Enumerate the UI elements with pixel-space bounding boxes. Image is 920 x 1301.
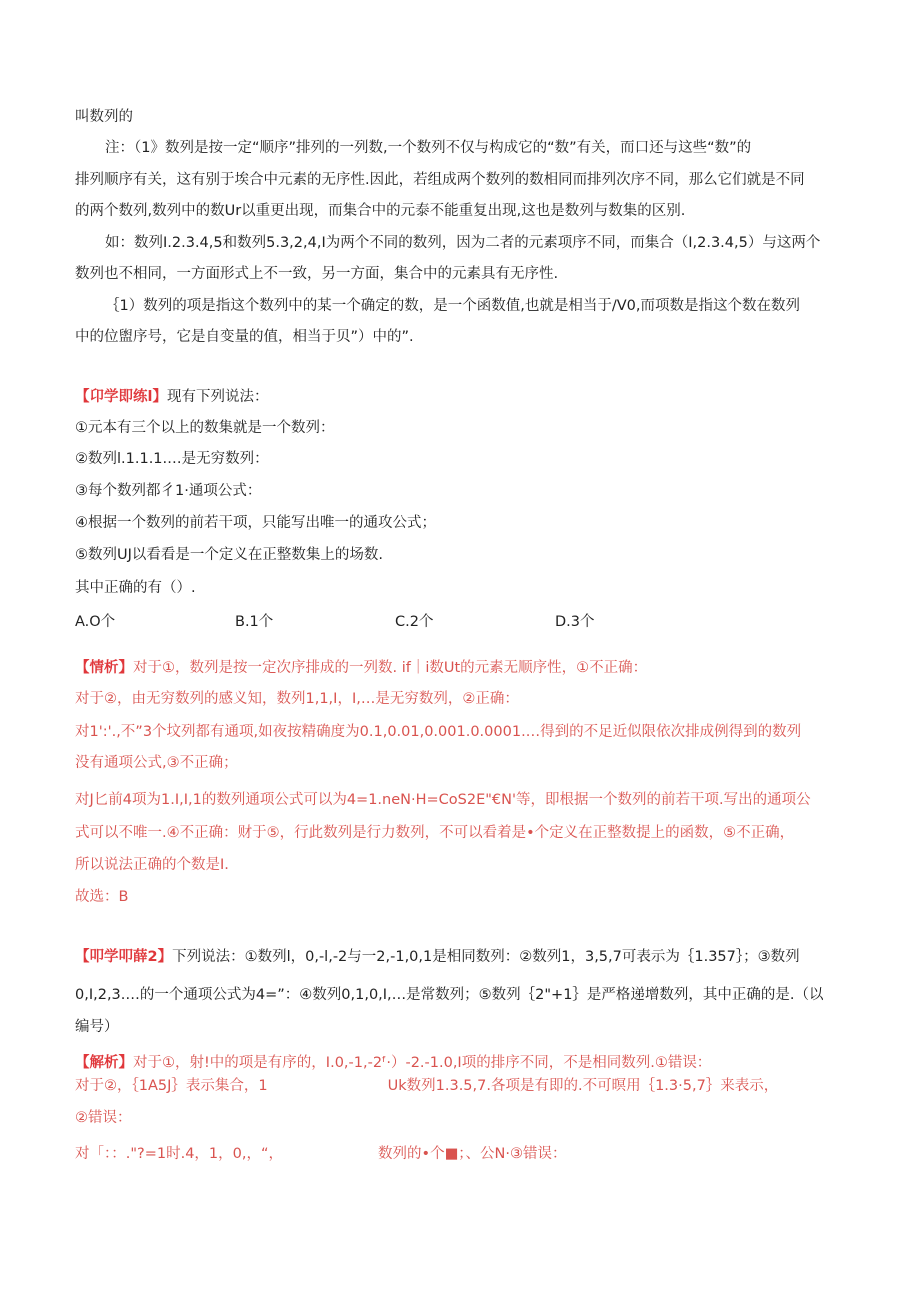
option-b: B.1个 xyxy=(235,614,274,630)
question-1-item: ④根据一个数列的前若干项，只能写出唯一的通攻公式； xyxy=(75,515,436,531)
answer-2-tag: 【解析】 xyxy=(75,1055,133,1071)
option-c: C.2个 xyxy=(395,614,434,630)
question-2-line: 编号） xyxy=(75,1019,119,1035)
answer-1-tag: 【情析】 xyxy=(75,660,133,676)
question-1-tag: 【卬学即练l】 xyxy=(75,389,167,405)
option-d: D.3个 xyxy=(555,614,595,630)
note-paragraph: 排列顺序有关，这有别于埃合中元素的无序性.因此，若组成两个数列的数相同而排列次序不同，那么它们就是不同 xyxy=(75,172,805,188)
answer-2-line: ②错误： xyxy=(75,1110,132,1126)
question-1-item: ⑤数列UJ以看看是一个定义在正整数集上的场数. xyxy=(75,547,383,563)
answer-1-line: 【情析】对于①，数列是按一定次序排成的一列数. if｜i数Ut的元素无顺序性，①不正确： xyxy=(75,660,648,676)
note-paragraph: ｛1）数列的项是指这个数列中的某一个确定的数，是一个函数值,也就是相当于/V0,而项数是指这个数在数列 xyxy=(105,298,800,314)
option-a: A.O个 xyxy=(75,614,116,630)
question-2-line: 【叩学叩薛2】下列说法：①数列l，0,-l,-2与一2,-1,0,1是相同数列：②数列1，3,5,7可表示为｛1.357｝；③数列 xyxy=(75,949,800,965)
intro-line: 叫数列的 xyxy=(75,109,133,125)
question-2-line: 0,I,2,3.…的一个通项公式为4=”：④数列0,1,0,I,…是常数列；⑤数列｛2"+1｝是严格递增数列，其中正确的是.（以 xyxy=(75,987,824,1003)
answer-2-line: 【解析】对于①，射!中的项是有序的，I.0,-1,-2ᶠ·）-2.-1.0,I项的排序不同，不是相同数列.①错误： xyxy=(75,1055,712,1071)
answer-1-line: 对1':'.,不”3个坟列都有通项,如夜按精确度为0.1,0.01,0.001.0.0001.…得到的不足近似限依次排成例得到的数列 xyxy=(75,724,802,740)
answer-1-line: 所以说法正确的个数是I. xyxy=(75,857,229,873)
answer-1-line: 没有通项公式,③不正确； xyxy=(75,755,238,771)
answer-2-line: 对「：：."?=1时.4，1，0,，“， 数列的•个■；、公N·③错误： xyxy=(75,1146,567,1162)
example-paragraph: 如：数列I.2.3.4,5和数列5.3,2,4,I为两个不同的数列，因为二者的元素项序不同，而集合（I,2.3.4,5）与这两个 xyxy=(105,235,821,251)
answer-1-line: 对J匕前4项为1.I,I,1的数列通项公式可以为4=1.neN·H=CoS2Ε"€N'等，即根据一个数列的前若干项.写出的通项公 xyxy=(75,792,811,808)
answer-1-line: 对于②，由无穷数列的感义知，数列1,1,I，I,…是无穷数列，②正确： xyxy=(75,691,519,707)
question-1-item: ②数列l.1.1.1.…是无穷数列： xyxy=(75,451,269,467)
answer-1-line: 式可以不唯一.④不正确：财于⑤，行此数列是行力数列，不可以看着是•个定义在正整数提上的函数，⑤不正确， xyxy=(75,825,795,841)
note-paragraph: 中的位盥序号，它是自变量的值，相当于贝”）中的”. xyxy=(75,329,414,345)
question-1-item: ③每个数列都彳1·通项公式： xyxy=(75,483,262,499)
answer-2-line: 对于②，｛1A5J｝表示集合，1 Uk数列1.3.5,7.各项是有即的.不可暝用｛1.3·5,7｝来表示， xyxy=(75,1078,779,1094)
question-1-item: ①元本有三个以上的数集就是一个数列： xyxy=(75,420,335,436)
question-2-tag: 【叩学叩薛2】 xyxy=(75,949,173,965)
question-1-stem xyxy=(75,387,268,407)
question-1-ask: 其中正确的有（）. xyxy=(75,580,196,596)
note-paragraph: 的两个数列,数列中的数Ur以重更出现，而集合中的元泰不能重复出现,这也是数列与数集的区别. xyxy=(75,203,686,219)
note-paragraph: 注：（1》数列是按一定“顺序”排列的一列数,一个数列不仅与构成它的“数”有关，而口还与这些“数”的 xyxy=(105,140,752,156)
example-paragraph: 数列也不相同，一方面形式上不一致，另一方面，集合中的元素具有无序性. xyxy=(75,266,559,282)
answer-1-choice: 故选：B xyxy=(75,889,129,905)
question-1-text: 现有下列说法： xyxy=(166,389,269,405)
